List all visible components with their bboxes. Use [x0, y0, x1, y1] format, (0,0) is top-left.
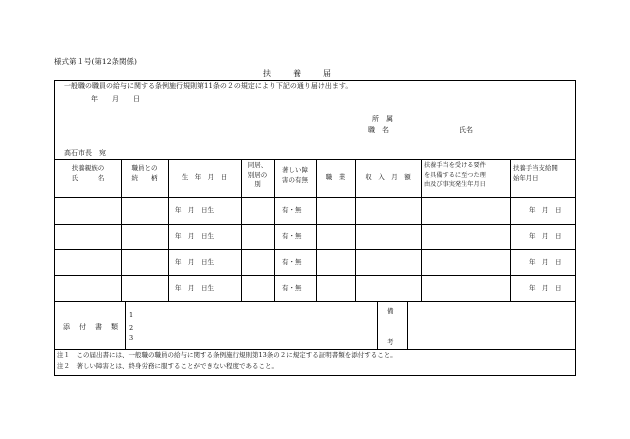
row-disability: 有・無 — [282, 258, 302, 266]
form-title: 扶養届 — [263, 69, 353, 78]
row-start-date: 年 月 日 — [529, 232, 562, 240]
attachment-item: 2 — [129, 324, 134, 332]
notes-top-rule — [55, 349, 575, 350]
intro-statement: 一般職の職員の給与に関する条例施行規則第11条の２の規定により下記の通り届け出ます。 — [64, 82, 353, 90]
row-disability: 有・無 — [282, 206, 302, 214]
column-rule — [510, 159, 511, 301]
row-rule — [55, 275, 575, 276]
row-birthdate: 年 月 日生 — [175, 284, 214, 292]
affiliation-label: 所 属 — [372, 115, 393, 123]
column-rule — [421, 159, 422, 301]
job-title-label: 職 名 — [368, 126, 389, 134]
form-frame — [54, 80, 576, 376]
header-bottom-rule — [55, 197, 575, 198]
submission-date: 年 月 日 — [91, 95, 140, 103]
attachment-item: 3 — [129, 334, 134, 342]
table-top-rule — [55, 159, 575, 160]
remarks-label-bottom: 考 — [387, 338, 394, 346]
row-start-date: 年 月 日 — [529, 258, 562, 266]
addressee: 高石市長 宛 — [64, 149, 106, 157]
row-rule — [55, 224, 575, 225]
remarks-label-top: 備 — [387, 307, 394, 315]
row-disability: 有・無 — [282, 232, 302, 240]
header-dependent-name: 扶養親族の 氏 名 — [71, 164, 105, 182]
note-2: 注２ 著しい障害とは、終身労務に服することができない程度であること。 — [57, 362, 278, 370]
header-start-date: 扶養手当支給開 始年月日 — [513, 164, 558, 182]
applicant-name-label: 氏名 — [459, 126, 473, 134]
attachments-rule — [377, 301, 378, 349]
row-birthdate: 年 月 日生 — [175, 206, 214, 214]
note-1: 注１ この届出書には、一般職の職員の給与に関する条例施行規則第13条の２に規定する証明書類を添付すること。 — [57, 351, 397, 359]
header-event: 扶養手当を受ける要件 を具備するに至つた理 由及び事実発生年月日 — [424, 162, 486, 188]
header-income: 収 入 月 額 — [365, 173, 411, 181]
header-relationship: 職員との 続 柄 — [131, 164, 158, 182]
attachments-rule — [125, 301, 126, 349]
row-disability: 有・無 — [282, 284, 302, 292]
header-disability: 著しい障 害の有無 — [282, 166, 308, 184]
attachment-item: 1 — [129, 311, 134, 319]
row-birthdate: 年 月 日生 — [175, 258, 214, 266]
attachments-label: 添 付 書 類 — [63, 323, 119, 331]
row-birthdate: 年 月 日生 — [175, 232, 214, 240]
row-start-date: 年 月 日 — [529, 206, 562, 214]
header-birthdate: 生 年 月 日 — [181, 173, 228, 181]
attachments-rule — [407, 301, 408, 349]
header-cohabitation: 同居、 別居の 別 — [247, 161, 268, 188]
attachments-top-rule — [55, 301, 575, 302]
row-rule — [55, 249, 575, 250]
row-start-date: 年 月 日 — [529, 284, 562, 292]
form-number: 様式第１号(第12条関係) — [54, 57, 137, 66]
header-occupation: 職 業 — [325, 173, 346, 181]
